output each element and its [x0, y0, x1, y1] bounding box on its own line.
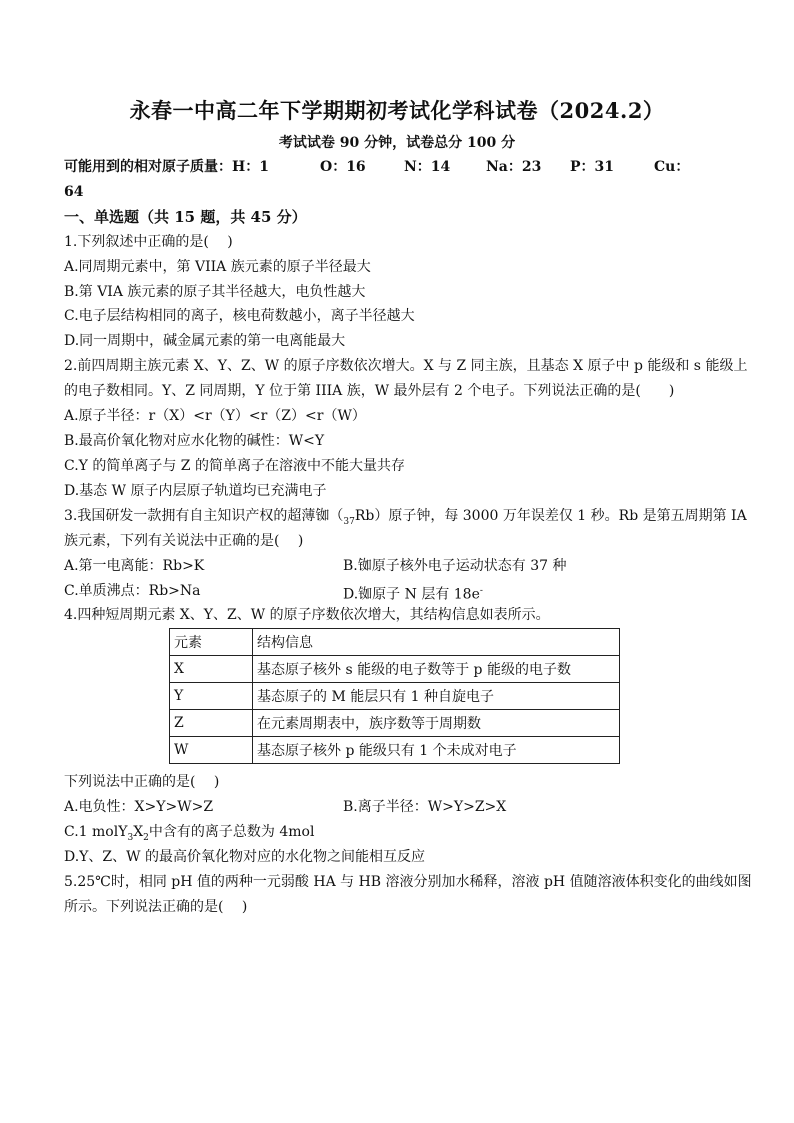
table-cell-element: Y	[170, 683, 253, 710]
page-subtitle: 考试试卷 90 分钟，试卷总分 100 分	[278, 135, 516, 151]
mass-o: O：16	[320, 159, 366, 175]
table-cell-element: Z	[170, 710, 253, 737]
q1-option-d: D.同一周期中，碱金属元素的第一电离能最大	[64, 333, 346, 349]
q1-stem: 1.下列叙述中正确的是( )	[64, 234, 233, 250]
section-heading: 一、单选题（共 15 题，共 45 分）	[64, 208, 307, 226]
page-title: 永春一中高二年下学期期初考试化学科试卷（2024.2）	[129, 98, 665, 123]
table-header-cell: 元素	[170, 629, 253, 656]
q1-option-a: A.同周期元素中，第 VIIA 族元素的原子半径最大	[64, 259, 371, 275]
table-cell-element: W	[170, 737, 253, 764]
table-header-cell: 结构信息	[253, 629, 620, 656]
q4-option-c-sub2: 2	[143, 832, 149, 843]
q4-question: 下列说法中正确的是( )	[64, 774, 220, 790]
q3-option-a: A.第一电离能：Rb>K	[64, 558, 205, 574]
q4-option-c	[64, 822, 314, 848]
q3-option-d	[343, 581, 483, 605]
q1-option-b: B.第 VIA 族元素的原子其半径越大，电负性越大	[64, 284, 366, 300]
table-row	[170, 683, 620, 710]
q1-option-c: C.电子层结构相同的离子，核电荷数越小，离子半径越大	[64, 308, 415, 324]
element-info-table	[169, 628, 620, 764]
atomic-mass-label: 可能用到的相对原子质量：	[64, 159, 232, 175]
q3-option-b: B.铷原子核外电子运动状态有 37 种	[343, 558, 567, 574]
q3-stem-pre: 3.我国研发一款拥有自主知识产权的超薄铷（	[64, 508, 344, 524]
mass-cu-value: 64	[64, 184, 84, 200]
mass-cu: Cu：	[654, 159, 690, 175]
q5-stem-line2: 所示。下列说法正确的是( )	[64, 899, 248, 915]
q4-option-a: A.电负性：X>Y>W>Z	[64, 799, 214, 815]
q5-stem-line1: 5.25℃时，相同 pH 值的两种一元弱酸 HA 与 HB 溶液分别加水稀释，溶液 pH 值随溶液体积变化的曲线如图	[64, 874, 752, 890]
q4-option-c-sub1: 3	[127, 832, 134, 843]
table-header-row	[170, 629, 620, 656]
q2-option-c: C.Y 的简单离子与 Z 的简单离子在溶液中不能大量共存	[64, 458, 405, 474]
q3-option-d-sup: -	[479, 586, 483, 596]
mass-na: Na：23	[486, 159, 542, 175]
q3-stem-line1	[64, 506, 747, 532]
table-row	[170, 710, 620, 737]
q2-stem-line2: 的电子数相同。Y、Z 同周期，Y 位于第 IIIA 族，W 最外层有 2 个电子。下列说法正确的是( )	[64, 383, 675, 399]
q2-stem-line1: 2.前四周期主族元素 X、Y、Z、W 的原子序数依次增大。X 与 Z 同主族，且基态 X 原子中 p 能级和 s 能级上	[64, 358, 748, 374]
q2-option-b: B.最高价氧化物对应水化物的碱性：W<Y	[64, 433, 325, 449]
table-row	[170, 737, 620, 764]
q4-option-b: B.离子半径：W>Y>Z>X	[343, 799, 507, 815]
q3-stem-subscript: 37	[343, 516, 355, 527]
q3-option-c: C.单质沸点：Rb>Na	[64, 583, 201, 599]
table-row	[170, 656, 620, 683]
q4-option-c-mid: X	[133, 824, 144, 840]
q3-option-d-text: D.铷原子 N 层有 18e	[343, 586, 480, 603]
table-cell-info: 基态原子核外 p 能级只有 1 个未成对电子	[253, 737, 620, 764]
mass-h: H：1	[232, 159, 269, 175]
q3-stem-post: Rb）原子钟，每 3000 万年误差仅 1 秒。Rb 是第五周期第 IA	[354, 508, 747, 524]
q3-stem-line2: 族元素，下列有关说法中正确的是( )	[64, 533, 304, 549]
q4-option-c-post: 中含有的离子总数为 4mol	[148, 824, 315, 840]
table-cell-info: 基态原子的 M 能层只有 1 种自旋电子	[253, 683, 620, 710]
table-cell-element: X	[170, 656, 253, 683]
table-cell-info: 基态原子核外 s 能级的电子数等于 p 能级的电子数	[253, 656, 620, 683]
q4-option-c-pre: C.1 molY	[64, 824, 128, 840]
mass-n: N：14	[404, 159, 451, 175]
q4-stem: 4.四种短周期元素 X、Y、Z、W 的原子序数依次增大，其结构信息如表所示。	[64, 607, 550, 623]
table-cell-info: 在元素周期表中，族序数等于周期数	[253, 710, 620, 737]
atomic-mass-line	[64, 157, 689, 177]
q2-option-d: D.基态 W 原子内层原子轨道均已充满电子	[64, 483, 327, 499]
q2-option-a: A.原子半径：r（X）<r（Y）<r（Z）<r（W）	[64, 408, 366, 424]
q4-option-d: D.Y、Z、W 的最高价氧化物对应的水化物之间能相互反应	[64, 849, 425, 865]
mass-p: P：31	[570, 159, 615, 175]
